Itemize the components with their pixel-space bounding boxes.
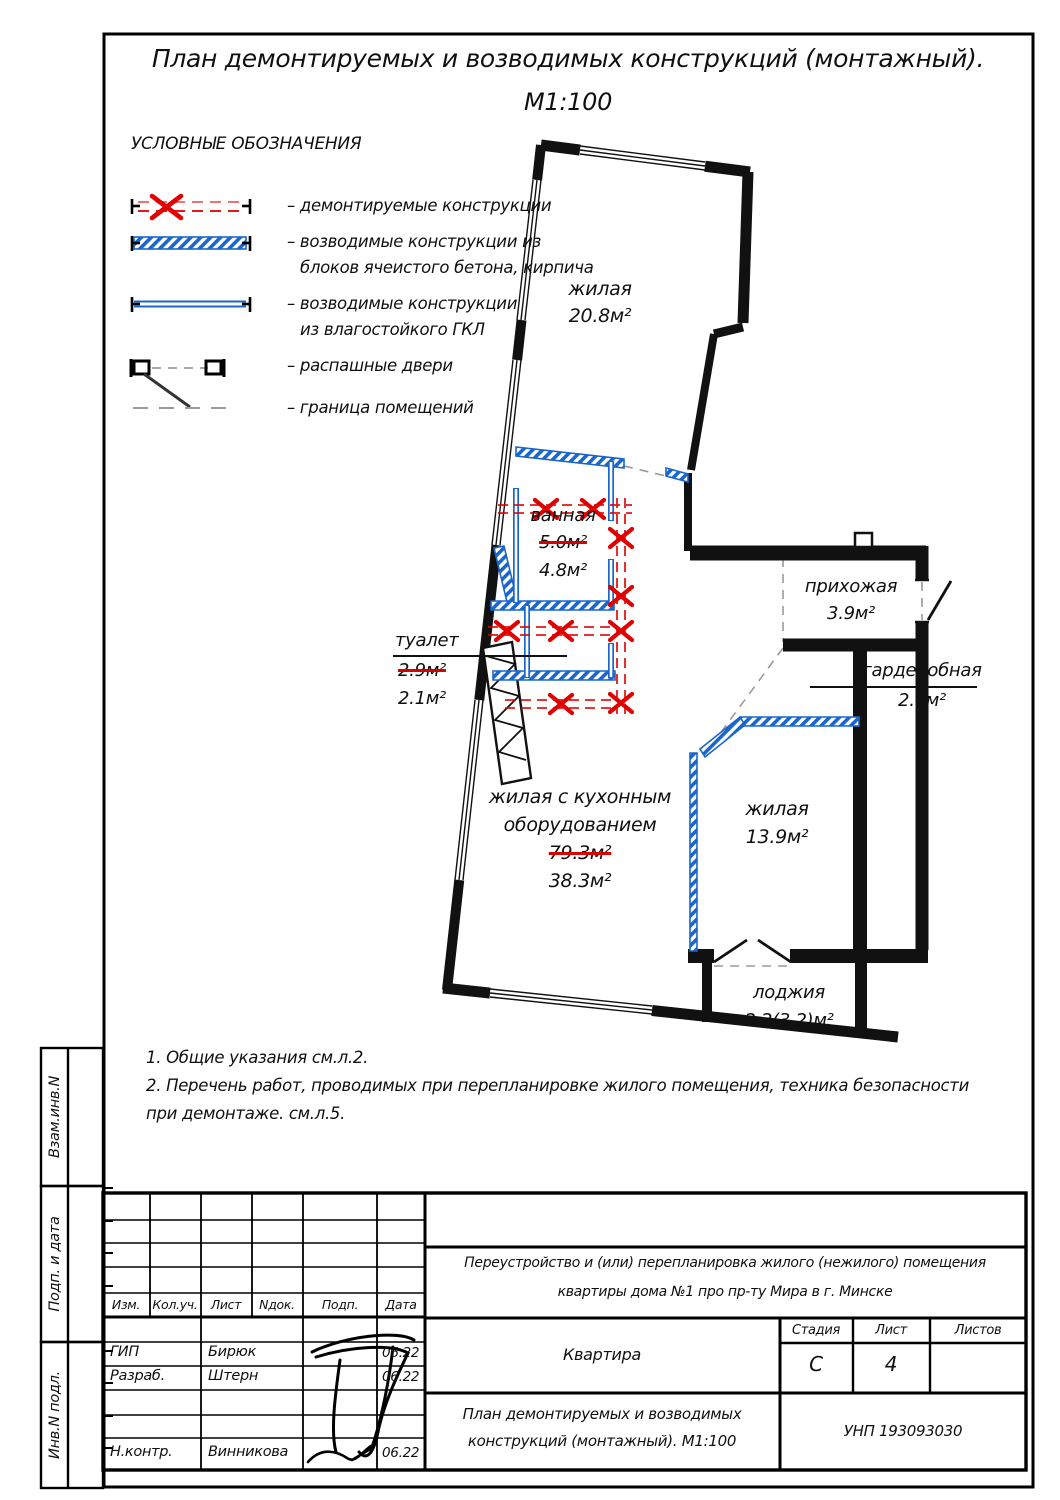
note-line-2: 2. Перечень работ, проводимых при перепланировке жилого помещения, техника безопасности (146, 1076, 970, 1095)
sheet-scale: М1:100 (523, 88, 613, 116)
room-kitchen-living-area-new: 38.3м² (548, 870, 612, 892)
tb-row2-name: Штерн (208, 1368, 259, 1384)
room-kitchen-living-area-old: 79.3м² (548, 842, 612, 864)
room-wc-area-new: 2.1м² (398, 688, 446, 709)
tb-col-ndok: Nдок. (259, 1297, 295, 1312)
tb-row1-role: ГИП (110, 1344, 139, 1360)
tb-sheets-label: Листов (954, 1323, 1002, 1338)
room-living1-area: 20.8м² (568, 305, 632, 327)
tb-doc-name-1: План демонтируемых и возводимых (462, 1405, 742, 1423)
door-leaves (714, 581, 951, 962)
room-living1-name: жилая (568, 278, 632, 300)
room-bath-area-new: 4.8м² (539, 560, 587, 581)
legend-label-block-2: блоков ячеистого бетона, кирпича (300, 258, 594, 277)
side-strip-label-podp: Подп. и дата (47, 1216, 63, 1312)
room-loggia-name: лоджия (753, 982, 825, 1003)
room-bath-name: ванная (530, 505, 596, 526)
tb-row2-role: Разраб. (110, 1368, 165, 1384)
legend-symbol-block-wall (132, 236, 250, 251)
legend-symbol-swing-doors (131, 359, 224, 407)
room-hall-area: 3.9м² (827, 603, 875, 624)
tb-row3-date: 06.22 (382, 1445, 420, 1461)
tb-object: Квартира (562, 1345, 642, 1364)
tb-col-koluch: Кол.уч. (152, 1297, 198, 1312)
room-wardrobe-name: гардеробная (862, 660, 982, 681)
room-kitchen-living-name-1: жилая с кухонным (488, 786, 672, 808)
legend-label-boundary: – граница помещений (287, 398, 474, 417)
legend-symbol-demolished (132, 196, 250, 218)
tb-row3-name: Винникова (208, 1444, 289, 1460)
legend-label-doors: – распашные двери (287, 356, 453, 375)
tb-sheet-number: 4 (884, 1352, 898, 1376)
room-hall-name: прихожая (804, 576, 898, 597)
tb-stage-value: С (809, 1352, 823, 1376)
tb-project-line-2: квартиры дома №1 про пр-ту Мира в г. Минске (557, 1284, 893, 1300)
room-living2-name: жилая (745, 798, 809, 820)
legend-label-gkl-1: – возводимые конструкции (287, 294, 518, 313)
room-wc-area-old: 2.9м² (398, 660, 446, 681)
tb-col-podp: Подп. (321, 1297, 359, 1312)
legend-heading: УСЛОВНЫЕ ОБОЗНАЧЕНИЯ (131, 134, 362, 154)
tb-col-data: Дата (385, 1297, 417, 1312)
room-wc-name: туалет (395, 630, 459, 651)
tb-col-list: Лист (210, 1297, 242, 1312)
note-line-1: 1. Общие указания см.л.2. (146, 1048, 369, 1067)
tb-sheet-label: Лист (875, 1323, 907, 1338)
tb-stage-label: Стадия (791, 1323, 841, 1338)
tb-row1-date: 06.22 (382, 1345, 420, 1361)
legend-label-demolished: – демонтируемые конструкции (287, 196, 552, 215)
room-bath-area-old: 5.0м² (539, 532, 587, 553)
room-boundary-lines (624, 466, 922, 966)
room-kitchen-living-name-2: оборудованием (503, 814, 657, 836)
tb-project-line-1: Переустройство и (или) перепланировка жилого (нежилого) помещения (464, 1255, 986, 1271)
sheet-title: План демонтируемых и возводимых конструкций (монтажный). (151, 44, 985, 73)
vent-shaft (483, 642, 531, 784)
side-strip-label-inv: Инв.N подл. (47, 1371, 63, 1459)
tb-doc-name-2: конструкций (монтажный). М1:100 (467, 1432, 737, 1450)
note-line-3: при демонтаже. см.л.5. (146, 1104, 346, 1123)
room-loggia-area: 2.2(3.2)м² (744, 1010, 834, 1031)
legend-symbol-gkl-wall (132, 297, 250, 312)
tb-row2-date: 06.22 (382, 1369, 420, 1385)
tb-row1-name: Бирюк (208, 1344, 257, 1360)
side-strip-label-vzam: Взам.инв.N (47, 1076, 63, 1158)
tb-unp: УНП 193093030 (843, 1422, 963, 1440)
room-living2-area: 13.9м² (745, 826, 809, 848)
legend-label-block-1: – возводимые конструкции из (287, 232, 541, 251)
tb-row3-role: Н.контр. (110, 1444, 173, 1460)
legend-label-gkl-2: из влагостойкого ГКЛ (300, 320, 485, 339)
tb-col-izm: Изм. (111, 1297, 141, 1312)
room-wardrobe-area: 2.6м² (898, 690, 946, 711)
